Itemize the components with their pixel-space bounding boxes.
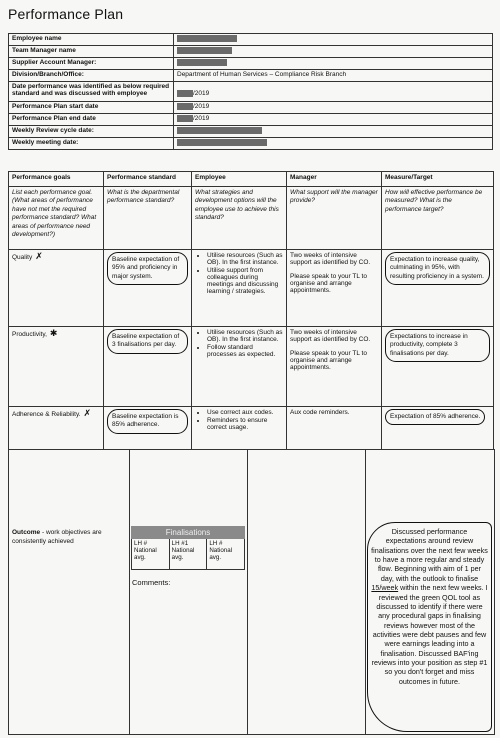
info-row	[9, 82, 493, 102]
redaction	[177, 103, 193, 110]
circled-measure: Expectations to increase in productivity, complete 3 finalisations per day.	[385, 329, 490, 362]
table-row	[9, 407, 494, 450]
employee-info-table	[8, 33, 493, 150]
manager-note: Please speak to your TL to organise and arrange appointments.	[290, 350, 367, 371]
circled-standard: Baseline expectation is 85% adherence.	[107, 409, 188, 434]
info-row	[9, 138, 493, 150]
column-header: Employee	[192, 172, 287, 187]
list-item: • Utilise support from colleagues during meetings and discussing learning / strategies.	[207, 267, 283, 295]
divider	[129, 450, 130, 734]
guidance-text: How will effective performance be measured? What is the performance target?	[382, 187, 494, 250]
outcome-section	[8, 449, 495, 735]
manager-note: Please speak to your TL to organise and arrange appointments.	[290, 273, 367, 294]
finalisations-box	[131, 526, 245, 570]
manager-cell	[287, 250, 382, 327]
strategy-list	[195, 409, 283, 431]
outcome-description: - work objectives are consistently achieved	[12, 529, 102, 546]
guidance-text: What is the departmental performance standard?	[104, 187, 192, 250]
info-row	[9, 34, 493, 46]
redaction	[177, 127, 262, 134]
strategy-list	[195, 329, 283, 358]
info-value: Department of Human Services – Compliance Risk Branch	[174, 70, 493, 82]
column-header: Performance goals	[9, 172, 104, 187]
note-underlined: 15/week	[371, 583, 399, 593]
standard-cell	[104, 250, 192, 327]
measure-cell	[382, 250, 494, 327]
info-label: Weekly Review cycle date:	[9, 126, 174, 138]
employee-cell	[192, 407, 287, 450]
outcome-label	[12, 528, 130, 546]
finalisations-column: LH # National avg.	[131, 539, 170, 570]
info-value: /2019	[174, 102, 493, 114]
info-label: Team Manager name	[9, 46, 174, 58]
table-header-row	[9, 172, 494, 187]
manager-cell	[287, 407, 382, 450]
info-value	[174, 138, 493, 150]
circled-measure: Expectation of 85% adherence.	[385, 409, 485, 425]
redaction	[177, 59, 227, 66]
table-row	[9, 327, 494, 407]
info-label: Employee name	[9, 34, 174, 46]
performance-goals-table	[8, 171, 494, 450]
list-item: • Reminders to ensure correct usage.	[207, 417, 283, 431]
column-header: Performance standard	[104, 172, 192, 187]
employee-cell	[192, 250, 287, 327]
standard-cell	[104, 327, 192, 407]
info-row	[9, 70, 493, 82]
manager-cell	[287, 327, 382, 407]
goal-cell	[9, 407, 104, 450]
info-label: Performance Plan end date	[9, 114, 174, 126]
strategy-list	[195, 252, 283, 295]
list-item: • Utilise resources (Such as OB). In the first instance.	[207, 252, 283, 266]
finalisations-columns	[131, 539, 245, 570]
redaction	[177, 35, 237, 42]
info-value	[174, 46, 493, 58]
note-text: within the next few weeks. I reviewed the green QOL tool as discussed to identify if there were any procedural gaps in finalising reviews however most of the activities were debt pauses and few were earnings leading into a finalisation. Discussed BAF'ing reviews into your position as step #1 so you don't forget and miss outcomes in future.	[371, 583, 488, 686]
list-item: • Utilise resources (Such as OB). In the first instance.	[207, 329, 283, 343]
outcome-title: Outcome	[12, 529, 41, 536]
info-row	[9, 126, 493, 138]
circled-standard: Baseline expectation of 3 finalisations per day.	[107, 329, 188, 354]
manager-note: Two weeks of intensive support as identified by CO.	[290, 252, 371, 266]
redaction	[177, 90, 193, 97]
manager-comments-note	[367, 522, 492, 732]
info-value	[174, 34, 493, 46]
measure-cell	[382, 407, 494, 450]
guidance-text: What strategies and development options will the employee use to achieve this standard?	[192, 187, 287, 250]
info-label: Division/Branch/Office:	[9, 70, 174, 82]
info-label: Date performance was identified as below required standard and was discussed with employee	[9, 82, 174, 102]
guidance-row	[9, 187, 494, 250]
guidance-text: List each performance goal. (What areas of performance have not met the required performance standard? What areas of performance need development?)	[9, 187, 104, 250]
finalisations-column: LH # National avg.	[207, 539, 245, 570]
guidance-text: What support will the manager provide?	[287, 187, 382, 250]
info-label: Supplier Account Manager:	[9, 58, 174, 70]
redaction	[177, 115, 193, 122]
finalisations-column: LH #1 National avg.	[170, 539, 208, 570]
manager-note: Two weeks of intensive support as identified by CO.	[290, 329, 371, 343]
goal-label: Quality	[12, 254, 33, 261]
info-value: /2019	[174, 82, 493, 102]
info-value	[174, 126, 493, 138]
goal-cell	[9, 327, 104, 407]
manager-note: Aux code reminders.	[290, 409, 350, 416]
info-label: Weekly meeting date:	[9, 138, 174, 150]
info-row	[9, 46, 493, 58]
redaction	[177, 47, 232, 54]
table-row	[9, 250, 494, 327]
circled-standard: Baseline expectation of 95% and proficiency in major system.	[107, 252, 188, 285]
handwritten-mark-icon: ✗	[35, 252, 43, 262]
redaction	[177, 139, 267, 146]
list-item: • Follow standard processes as expected.	[207, 344, 283, 358]
finalisations-header: Finalisations	[131, 526, 245, 539]
circled-measure: Expectation to increase quality, culminating in 95%, with resulting proficiency in a system.	[385, 252, 490, 285]
column-header: Manager	[287, 172, 382, 187]
column-header: Measure/Target	[382, 172, 494, 187]
divider	[365, 450, 366, 734]
info-row	[9, 114, 493, 126]
page-title: Performance Plan	[8, 6, 124, 22]
goal-label: Productivity,	[12, 331, 47, 338]
handwritten-mark-icon: ✗	[83, 409, 92, 419]
goal-label: Adherence & Reliability.	[12, 411, 81, 418]
info-value: /2019	[174, 114, 493, 126]
info-row	[9, 58, 493, 70]
info-row	[9, 102, 493, 114]
info-value	[174, 58, 493, 70]
divider	[247, 450, 248, 734]
list-item: • Use correct aux codes.	[207, 409, 283, 416]
measure-cell	[382, 327, 494, 407]
standard-cell	[104, 407, 192, 450]
goal-cell	[9, 250, 104, 327]
note-text: Discussed performance expectations around review finalisations over the next few weeks to have a more regular and steady flow. Beginning with aim of 1 per day, with the outlook to finalise	[371, 527, 488, 583]
employee-cell	[192, 327, 287, 407]
comments-label: Comments:	[132, 578, 171, 587]
info-label: Performance Plan start date	[9, 102, 174, 114]
handwritten-mark-icon: ✱	[49, 329, 58, 339]
